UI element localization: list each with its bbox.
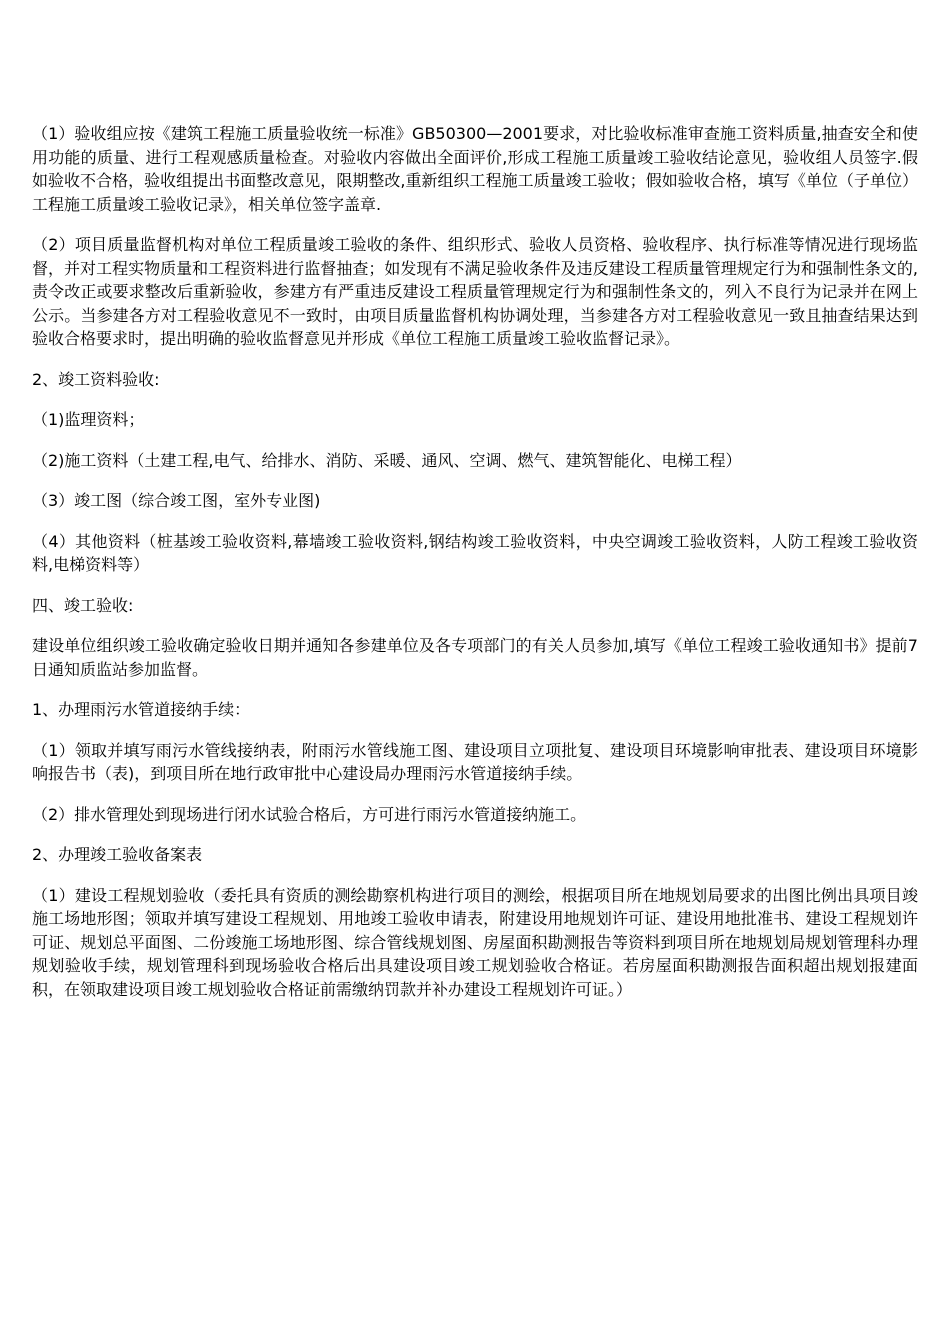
heading-filing-form: 2、办理竣工验收备案表: [32, 845, 203, 864]
list-item-supervision-documents: （1)监理资料；: [32, 410, 145, 429]
paragraph-quality-supervision: （2）项目质量监督机构对单位工程质量竣工验收的条件、组织形式、验收人员资格、验收程序、执行标准等情况进行现场监督，并对工程实物质量和工程资料进行监督抽查；如发现有不满足验收条件及违反建设工程质量管理规定行为和强制性条文的,责令改正或要求整改后重新验收，参建方有严重违反建设工程质量管理规定行为和强制性条文的，列入不良行为记录并在网上公示。当参建各方对工程验收意见不一致时，由项目质量监督机构协调处理，当参建各方对工程验收意见一致且抽查结果达到验收合格要求时，提出明确的验收监督意见并形成《单位工程施工质量竣工验收监督记录》。: [32, 235, 918, 348]
list-item-closed-water-test: （2）排水管理处到现场进行闭水试验合格后，方可进行雨污水管道接纳施工。: [32, 804, 587, 824]
heading-completion-documents: 2、竣工资料验收:: [32, 369, 160, 389]
list-item-as-built-drawings: （3）竣工图（综合竣工图，室外专业图): [32, 491, 321, 510]
list-item-planning-acceptance: （1）建设工程规划验收（委托具有资质的测绘勘察机构进行项目的测绘，根据项目所在地规划局要求的出图比例出具项目竣施工场地形图；领取并填写建设工程规划、用地竣工验收申请表，附建设用地规划许可证、建设用地批准书、建设工程规划许可证、规划总平面图、二份竣施工场地形图、综合管线规划图、房屋面积勘测报告等资料到项目所在地规划局规划管理科办理规划验收手续，规划管理科到现场验收合格后出具建设项目竣工规划验收合格证。若房屋面积勘测报告面积超出规划报建面积，在领取建设项目竣工规划验收合格证前需缴纳罚款并补办建设工程规划许可证。）: [32, 885, 918, 999]
paragraph-acceptance-group: （1）验收组应按《建筑工程施工质量验收统一标准》GB50300—2001要求，对比验收标准审查施工资料质量,抽查安全和使用功能的质量、进行工程观感质量检查。对验收内容做出全面评价,形成工程施工质量竣工验收结论意见，验收组人员签字.假如验收不合格，验收组提出书面整改意见，限期整改,重新组织工程施工质量竣工验收；假如验收合格，填写《单位（子单位）工程施工质量竣工验收记录》，相关单位签字盖章.: [32, 124, 918, 214]
list-item-construction-documents: （2)施工资料（土建工程,电气、给排水、消防、采暖、通风、空调、燃气、建筑智能化、电梯工程）: [32, 450, 742, 470]
paragraph-acceptance-notice: 建设单位组织竣工验收确定验收日期并通知各参建单位及各专项部门的有关人员参加,填写《单位工程竣工验收通知书》提前7日通知质监站参加监督。: [32, 636, 918, 679]
heading-completion-acceptance: 四、竣工验收:: [32, 595, 134, 615]
list-item-sewage-form: （1）领取并填写雨污水管线接纳表，附雨污水管线施工图、建设项目立项批复、建设项目环境影响审批表、建设项目环境影响报告书（表)，到项目所在地行政审批中心建设局办理雨污水管道接纳手续。: [32, 740, 918, 783]
document-body: [32, 122, 918, 1018]
heading-sewage-connection: 1、办理雨污水管道接纳手续：: [32, 700, 251, 719]
list-item-other-documents: （4）其他资料（桩基竣工验收资料,幕墙竣工验收资料,钢结构竣工验收资料，中央空调竣工验收资料，人防工程竣工验收资料,电梯资料等）: [32, 531, 918, 574]
